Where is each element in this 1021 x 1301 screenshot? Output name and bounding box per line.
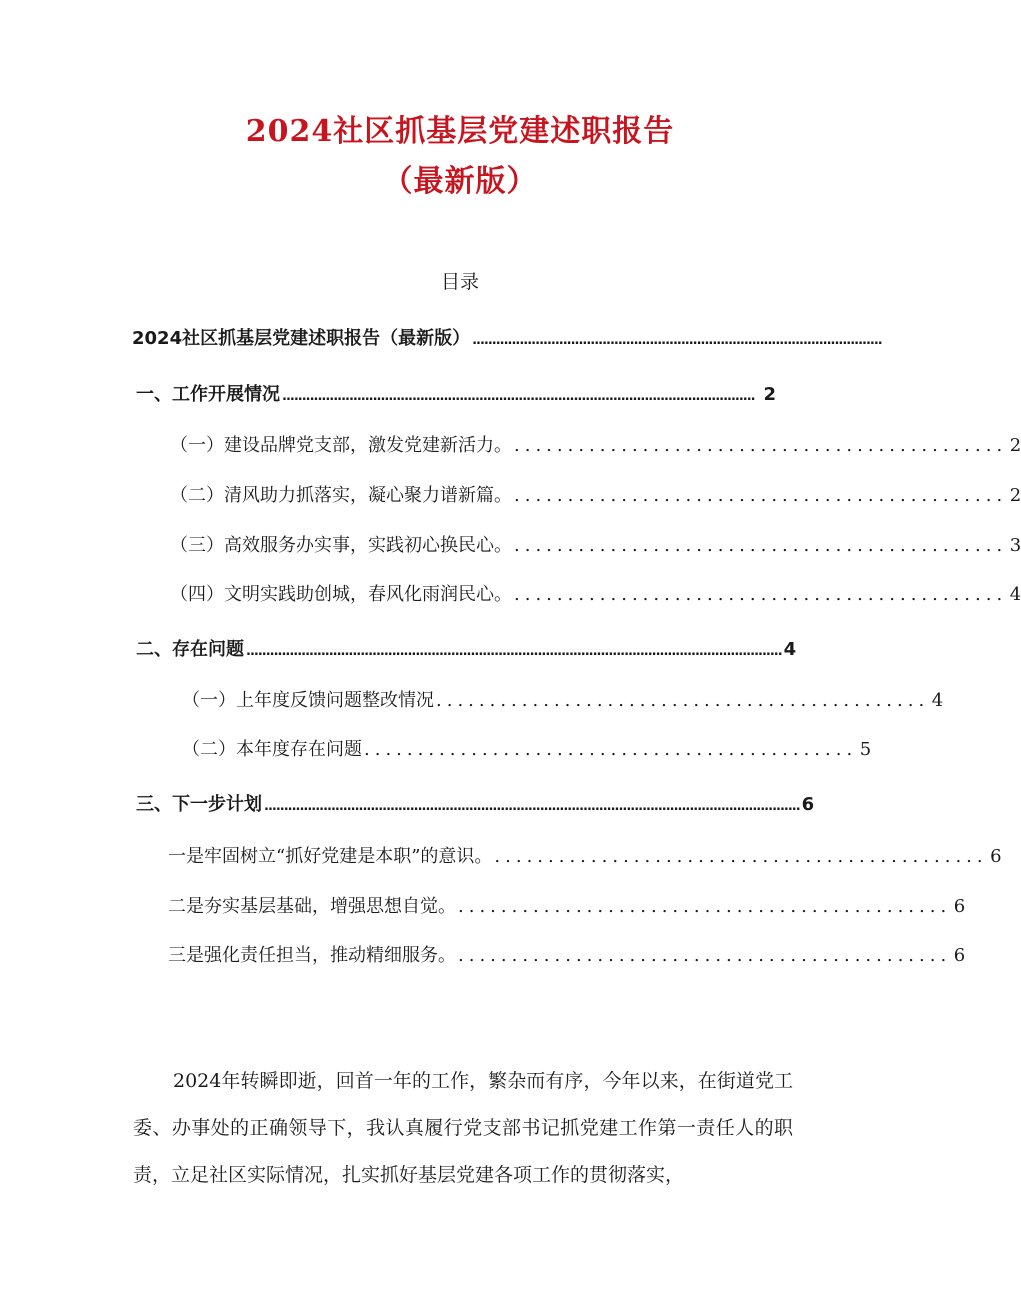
toc-entry[interactable] bbox=[168, 844, 1002, 870]
document-title: 2024社区抓基层党建述职报告 bbox=[245, 114, 675, 149]
toc-entry[interactable] bbox=[170, 483, 1021, 509]
toc-entry-page: 2 bbox=[1009, 485, 1021, 506]
toc-entry[interactable] bbox=[132, 326, 882, 354]
toc-leader: .............................................. bbox=[364, 739, 858, 760]
toc-entry-page: 5 bbox=[859, 739, 872, 760]
toc-entry[interactable] bbox=[136, 637, 797, 665]
toc-entry-page: 4 bbox=[783, 639, 797, 660]
toc-entry-page: 6 bbox=[990, 846, 1002, 867]
toc-entry-label: 三是强化责任担当，推动精细服务。 bbox=[168, 945, 456, 966]
toc-entry-label: 一、工作开展情况 bbox=[136, 384, 280, 405]
toc-entry[interactable] bbox=[168, 943, 966, 969]
toc-leader: ........................................................................................................ bbox=[472, 333, 882, 348]
toc-entry[interactable] bbox=[182, 737, 872, 763]
toc-entry-label: （四）文明实践助创城，春风化雨润民心。 bbox=[170, 584, 512, 605]
toc-leader: .............................................. bbox=[514, 584, 1008, 605]
toc-entry[interactable] bbox=[136, 382, 776, 410]
toc-entry-label: 一是牢固树立“抓好党建是本职”的意识。 bbox=[168, 846, 493, 867]
toc-entry-label: （二）本年度存在问题 bbox=[182, 739, 362, 760]
toc-entry-page: 4 bbox=[1009, 584, 1021, 605]
toc-entry-label: 二、存在问题 bbox=[136, 639, 244, 660]
toc-entry[interactable] bbox=[170, 433, 1021, 459]
toc-leader: .............................................. bbox=[458, 896, 952, 917]
toc-leader: ........................................................................................................................................ bbox=[246, 644, 782, 659]
toc-leader: .............................................. bbox=[514, 535, 1008, 556]
toc-entry[interactable] bbox=[182, 688, 944, 714]
toc-entry[interactable] bbox=[136, 792, 815, 820]
toc-entry-label: （三）高效服务办实事，实践初心换民心。 bbox=[170, 535, 512, 556]
toc-entry-page: 6 bbox=[953, 896, 966, 917]
toc-heading: 目录 bbox=[440, 271, 479, 293]
toc-leader: ........................................................................................................................................ bbox=[264, 799, 800, 814]
toc-entry-page: 2 bbox=[1009, 435, 1021, 456]
body-paragraph: 2024年转瞬即逝，回首一年的工作，繁杂而有序，今年以来，在街道党工委、办事处的正确领导下，我认真履行党支部书记抓党建工作第一责任人的职责，立足社区实际情况，扎实抓好基层党建各项工作的贯彻落实， bbox=[133, 1070, 793, 1186]
toc-leader: .............................................. bbox=[458, 945, 952, 966]
toc-leader: .............................................. bbox=[436, 690, 930, 711]
body-text bbox=[133, 1058, 793, 1199]
toc-entry-label: 2024社区抓基层党建述职报告（最新版） bbox=[132, 328, 471, 349]
toc-entry[interactable] bbox=[168, 894, 966, 920]
toc-leader: .............................................. bbox=[514, 435, 1008, 456]
toc-entry[interactable] bbox=[170, 533, 1021, 559]
toc-leader: .............................................. bbox=[514, 485, 1008, 506]
toc-entry-label: 二是夯实基层基础，增强思想自觉。 bbox=[168, 896, 456, 917]
toc-entry-label: （二）清风助力抓落实，凝心聚力谱新篇。 bbox=[170, 485, 512, 506]
toc-entry-label: 三、下一步计划 bbox=[136, 794, 262, 815]
toc-leader: .............................................. bbox=[494, 846, 988, 867]
toc-entry-page: 3 bbox=[1009, 535, 1021, 556]
document-subtitle: （最新版） bbox=[382, 164, 538, 199]
toc-entry-page: 6 bbox=[801, 794, 815, 815]
toc-entry-page: 2 bbox=[763, 384, 776, 405]
toc-entry-label: （一）上年度反馈问题整改情况 bbox=[182, 690, 434, 711]
toc-entry-page: 6 bbox=[953, 945, 966, 966]
toc-entry-label: （一）建设品牌党支部，激发党建新活力。 bbox=[170, 435, 512, 456]
toc-leader: ........................................................................................................................ bbox=[282, 389, 755, 404]
toc-entry[interactable] bbox=[170, 582, 1021, 608]
toc-entry-page: 4 bbox=[931, 690, 944, 711]
